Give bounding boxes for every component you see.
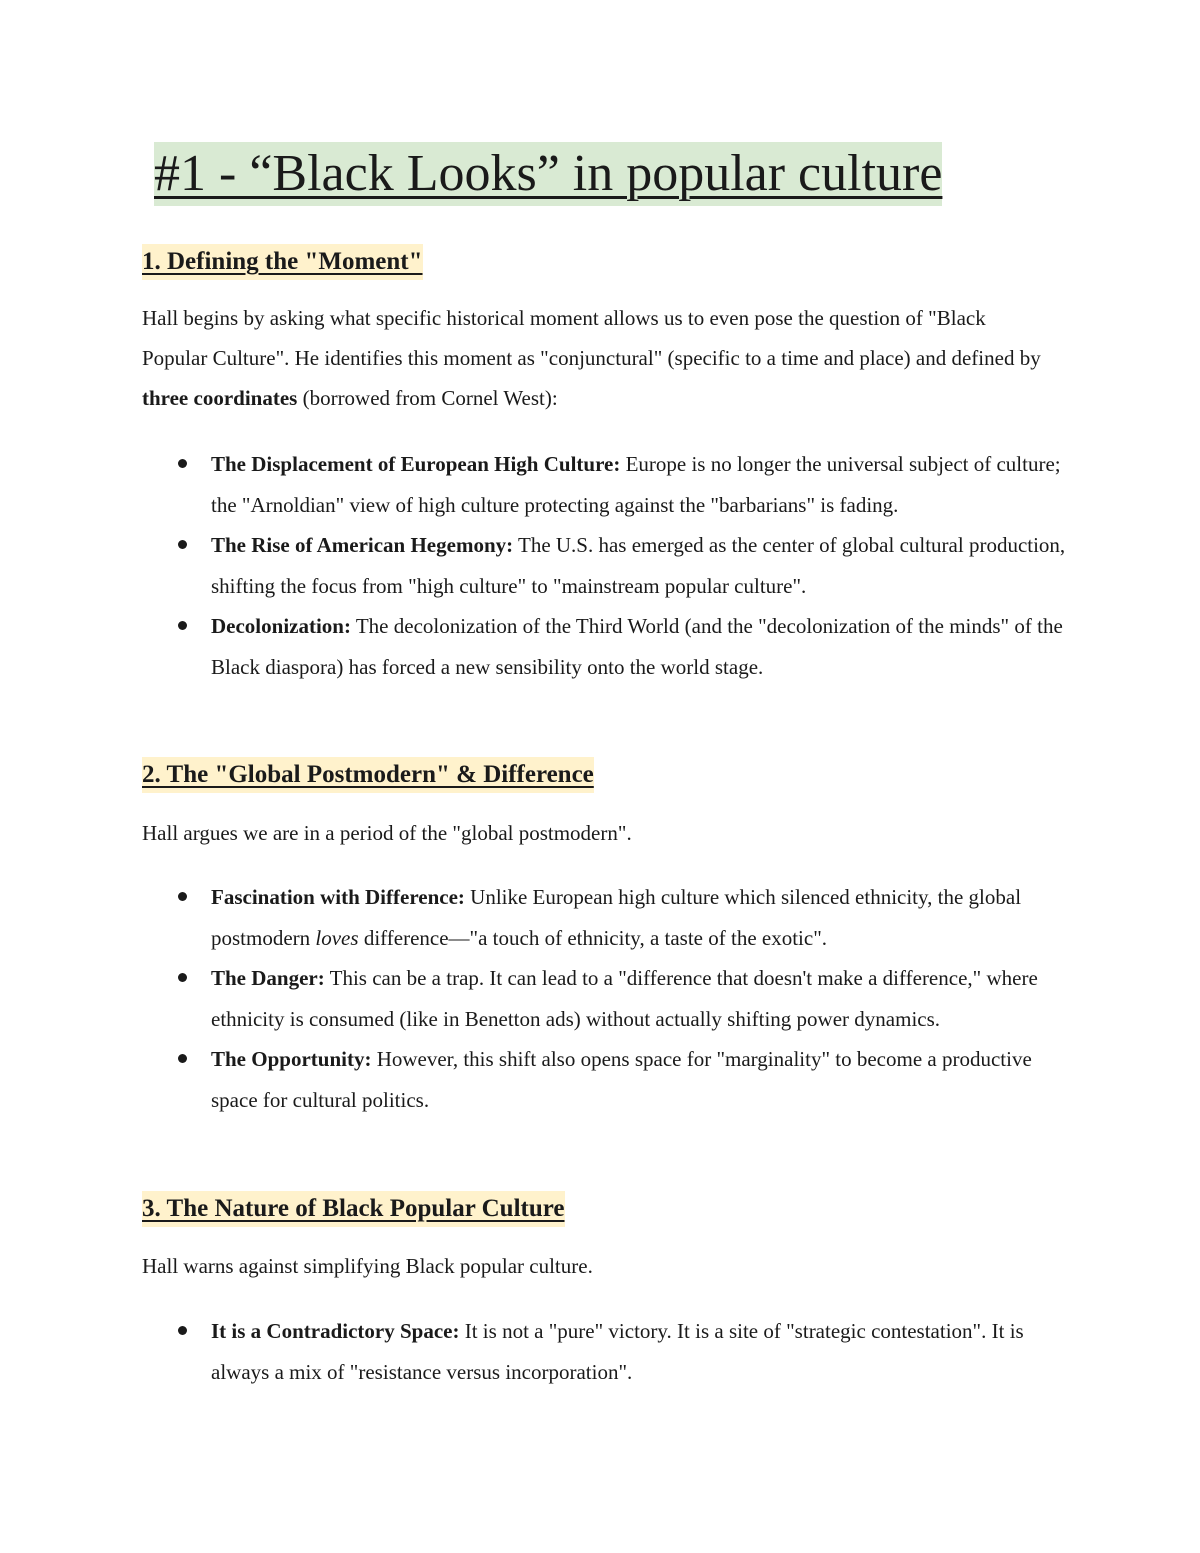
bullet-icon [178, 892, 187, 901]
list-item [0, 606, 1071, 687]
section-3-bullet-list [0, 1311, 1071, 1392]
section-1-bullet-list [0, 444, 1071, 687]
section-3-intro: Hall warns against simplifying Black popular culture. [142, 1254, 593, 1278]
bullet-icon [178, 459, 187, 468]
bullet-text: Europe is no longer the universal subject of culture; the "Arnoldian" view of high culture protecting against the "barbarians" is fading. [211, 452, 1061, 517]
bullet-icon [178, 1054, 187, 1063]
bullet-term: The Rise of American Hegemony: [211, 533, 514, 557]
bullet-icon [178, 1326, 187, 1335]
bullet-icon [178, 540, 187, 549]
list-item [0, 958, 1071, 1039]
list-item [0, 525, 1071, 606]
bullet-term: It is a Contradictory Space: [211, 1319, 460, 1343]
list-item [0, 1311, 1071, 1392]
bullet-term: The Opportunity: [211, 1047, 372, 1071]
list-item [0, 877, 1071, 958]
section-1-intro-tail: (borrowed from Cornel West): [297, 386, 558, 410]
bullet-text-tail: difference—"a touch of ethnicity, a taste of the exotic". [358, 925, 828, 950]
list-item [0, 444, 1071, 525]
bullet-text: Unlike European high culture which silenced ethnicity, the global postmodern [211, 885, 1022, 950]
bullet-text: This can be a trap. It can lead to a "difference that doesn't make a difference," where ethnicity is consumed (like in Benetton ads) without actually shifting power dynamics. [211, 966, 1038, 1031]
bullet-term: The Danger: [211, 966, 325, 990]
section-1-intro-bold: three coordinates [142, 386, 298, 410]
section-heading-1: 1. Defining the "Moment" [142, 244, 423, 280]
bullet-term: Decolonization: [211, 614, 351, 638]
bullet-italic-text: loves [315, 925, 359, 950]
list-item [0, 1039, 1071, 1120]
bullet-term: The Displacement of European High Culture: [211, 452, 621, 476]
bullet-icon [178, 621, 187, 630]
bullet-text: The decolonization of the Third World (and the "decolonization of the minds" of the Black diaspora) has forced a new sensibility onto the world stage. [211, 614, 1063, 679]
bullet-icon [178, 973, 187, 982]
bullet-text: However, this shift also opens space for "marginality" to become a productive space for cultural politics. [211, 1047, 1032, 1112]
section-1-intro-text: Hall begins by asking what specific historical moment allows us to even pose the question of "Black Popular Culture". He identifies this moment as "conjunctural" (specific to a time and place) and defined by [142, 306, 1041, 370]
document-title: #1 - “Black Looks” in popular culture [154, 142, 942, 206]
bullet-text: The U.S. has emerged as the center of global cultural production, shifting the focus from "high culture" to "mainstream popular culture". [211, 533, 1066, 598]
bullet-text: It is not a "pure" victory. It is a site of "strategic contestation". It is always a mix of "resistance versus incorporation". [211, 1319, 1024, 1384]
section-2-intro: Hall argues we are in a period of the "global postmodern". [142, 821, 632, 845]
section-heading-3: 3. The Nature of Black Popular Culture [142, 1191, 565, 1227]
section-heading-2: 2. The "Global Postmodern" & Difference [142, 757, 594, 793]
bullet-term: Fascination with Difference: [211, 885, 465, 909]
section-1-intro [142, 298, 1042, 418]
section-2-bullet-list [0, 877, 1071, 1120]
